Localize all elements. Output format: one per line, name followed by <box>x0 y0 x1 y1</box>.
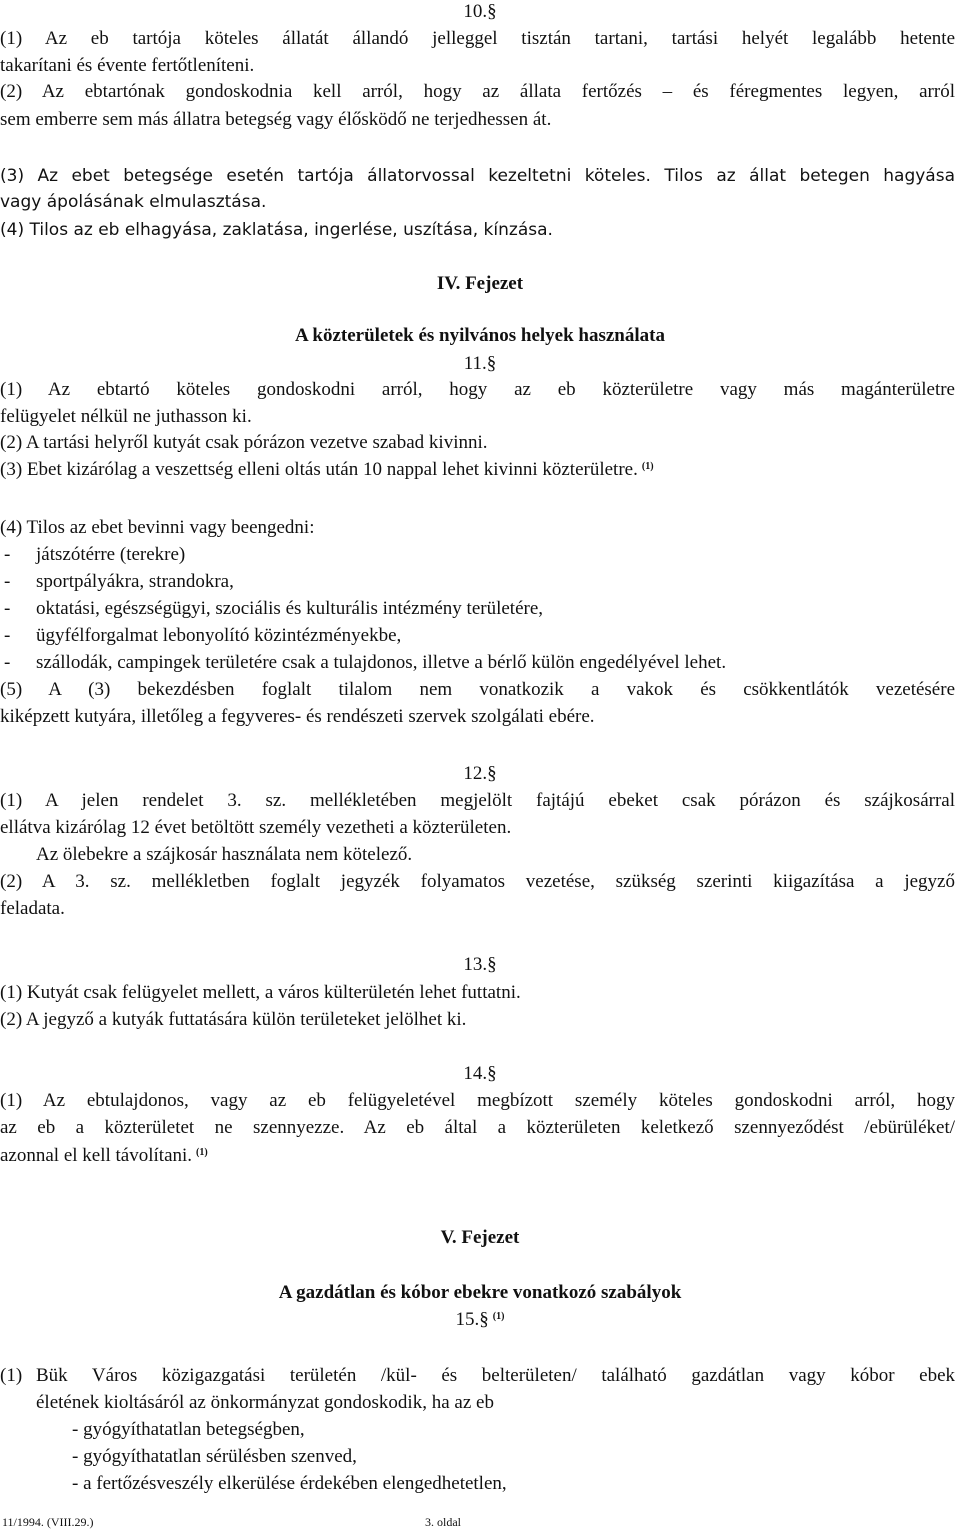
list-dash: - <box>4 652 11 673</box>
list-item-text: ügyfélforgalmat lebonyolító közintézményekbe, <box>36 625 402 646</box>
s15-list-item: - gyógyíthatatlan sérülésben szenved, <box>72 1446 357 1467</box>
footer-document-id: 11/1994. (VIII.29.) <box>2 1515 94 1529</box>
s11-p1-line2: felügyelet nélkül ne juthasson ki. <box>0 406 252 427</box>
s11-p2: (2) A tartási helyről kutyát csak pórázon vezetve szabad kivinni. <box>0 432 488 453</box>
section-15-heading <box>0 1308 960 1332</box>
s10-p1-line2: takarítani és évente fertőtleníteni. <box>0 55 255 76</box>
s10-p4: (4) Tilos az eb elhagyása, zaklatása, ingerlése, uszítása, kínzása. <box>0 220 553 240</box>
section-11-heading: 11.§ <box>463 353 497 374</box>
s10-p3-line2: vagy ápolásának elmulasztása. <box>0 192 267 212</box>
s12-p1-line1: (1) A jelen rendelet 3. sz. mellékletében megjelölt fajtájú ebeket csak pórázon és szájkosárral <box>0 790 955 811</box>
s15-p1-line2: életének kioltásáról az önkormányzat gondoskodik, ha az eb <box>36 1392 494 1413</box>
section-12-heading: 12.§ <box>463 763 497 784</box>
s12-p1-line2: ellátva kizárólag 12 évet betöltött személy vezetheti a közterületen. <box>0 817 512 838</box>
list-item-text: oktatási, egészségügyi, szociális és kulturális intézmény területére, <box>36 598 544 619</box>
s14-p1-line2: az eb a közterületet ne szennyezze. Az eb által a közterületen keletkező szennyeződést /ebürüléket/ <box>0 1117 955 1138</box>
s11-p1-line1: (1) Az ebtartó köteles gondoskodni arról, hogy az eb közterületre vagy más magánterületre <box>0 379 955 400</box>
list-item-text: sportpályákra, strandokra, <box>36 571 234 592</box>
s10-p1-line1: (1) Az eb tartója köteles állatát állandó jelleggel tisztán tartani, tartási helyét legalább hetente <box>0 28 955 49</box>
section-14-heading: 14.§ <box>463 1063 497 1084</box>
list-dash: - <box>4 571 11 592</box>
chapter-5-subtitle: A gazdátlan és kóbor ebekre vonatkozó szabályok <box>278 1282 682 1303</box>
chapter-4-subtitle: A közterületek és nyilvános helyek használata <box>295 325 665 346</box>
s11-p3-footnote-ref: (1) <box>641 461 654 472</box>
s15-list-item: - a fertőzésveszély elkerülése érdekében elengedhetetlen, <box>72 1473 507 1494</box>
s13-p2: (2) A jegyző a kutyák futtatására külön területeket jelölhet ki. <box>0 1009 467 1030</box>
s11-p5-line1: (5) A (3) bekezdésben foglalt tilalom nem vonatkozik a vakok és csökkentlátók vezetésére <box>0 679 955 700</box>
s14-p1-line3 <box>0 1144 208 1168</box>
list-item-text: szállodák, campingek területére csak a tulajdonos, illetve a bérlő külön engedélyével lehet. <box>36 652 727 673</box>
s10-p3-line1: (3) Az ebet betegsége esetén tartója állatorvossal kezeltetni köteles. Tilos az állat betegen hagyása <box>0 166 955 186</box>
s10-p2-line1: (2) Az ebtartónak gondoskodnia kell arról, hogy az állata fertőzés – és féregmentes legyen, arról <box>0 81 955 102</box>
s12-p1-line3: Az ölebekre a szájkosár használata nem kötelező. <box>36 844 413 865</box>
chapter-4-title: IV. Fejezet <box>436 273 524 294</box>
s12-p2-line1: (2) A 3. sz. mellékletben foglalt jegyzék folyamatos vezetése, szükség szerinti kiigazítása a jegyző <box>0 871 955 892</box>
s15-p1-line1: Bük Város közigazgatási területén /kül- és belterületen/ található gazdátlan vagy kóbor ebek <box>36 1365 955 1386</box>
s15-footnote-ref: (1) <box>492 1311 505 1322</box>
s14-p1-line3-text: azonnal el kell távolítani. <box>0 1145 193 1166</box>
s15-p1-number: (1) <box>0 1365 23 1386</box>
s11-p5-line2: kiképzett kutyára, illetőleg a fegyveres- és rendészeti szervek szolgálati ebére. <box>0 706 595 727</box>
s13-p1: (1) Kutyát csak felügyelet mellett, a város külterületén lehet futtatni. <box>0 982 521 1003</box>
s11-p3-text: (3) Ebet kizárólag a veszettség elleni oltás után 10 nappal lehet kivinni közterületre. <box>0 459 638 480</box>
s15-list-item: - gyógyíthatatlan betegségben, <box>72 1419 305 1440</box>
list-item-text: játszótérre (terekre) <box>36 544 186 565</box>
footer-page-number: 3. oldal <box>425 1515 461 1529</box>
s11-p3 <box>0 458 654 482</box>
section-15-heading-text: 15.§ <box>455 1309 489 1330</box>
s11-p4: (4) Tilos az ebet bevinni vagy beengedni: <box>0 517 315 538</box>
list-dash: - <box>4 625 11 646</box>
list-dash: - <box>4 544 11 565</box>
section-13-heading: 13.§ <box>463 954 497 975</box>
s10-p2-line2: sem emberre sem más állatra betegség vagy élősködő ne terjedhessen át. <box>0 109 552 130</box>
chapter-5-title: V. Fejezet <box>440 1227 520 1248</box>
s12-p2-line2: feladata. <box>0 898 65 919</box>
section-10-heading: 10.§ <box>463 1 497 22</box>
s14-footnote-ref: (1) <box>196 1147 208 1158</box>
s14-p1-line1: (1) Az ebtulajdonos, vagy az eb felügyeletével megbízott személy köteles gondoskodni arról, hogy <box>0 1090 955 1111</box>
list-dash: - <box>4 598 11 619</box>
